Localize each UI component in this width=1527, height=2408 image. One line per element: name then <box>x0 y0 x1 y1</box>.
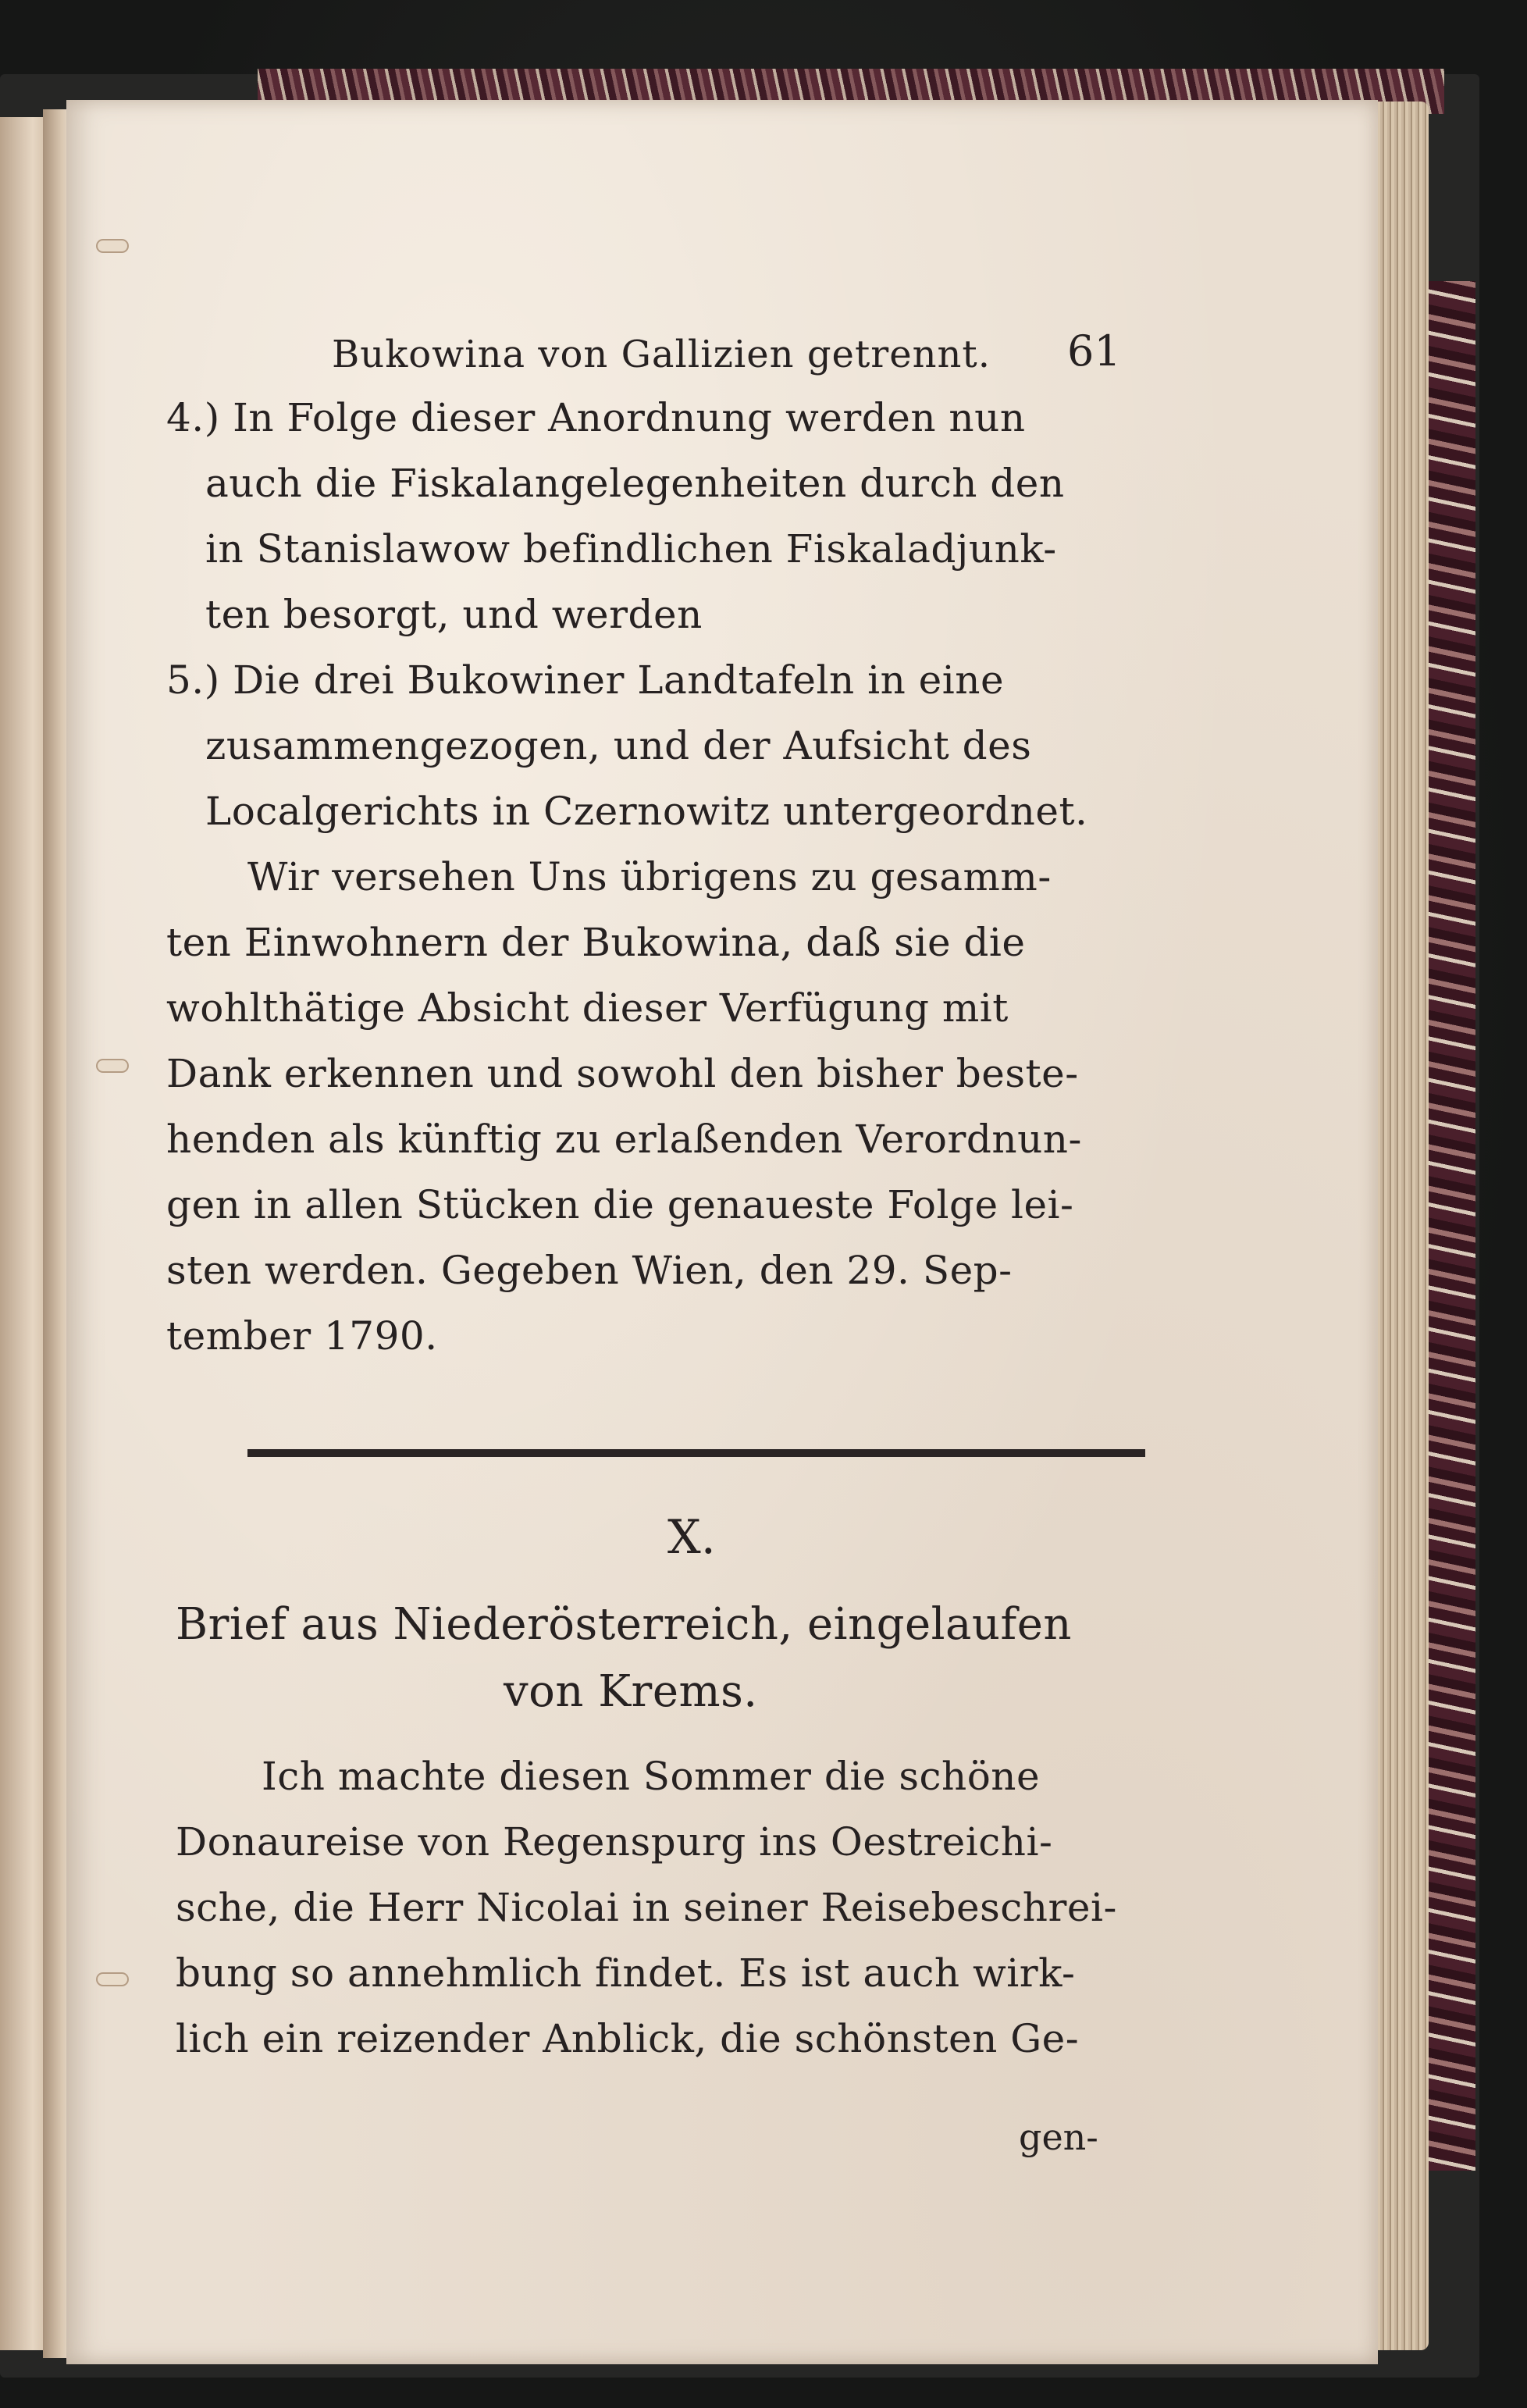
running-head: Bukowina von Gallizien getrennt. <box>332 333 991 376</box>
binding-stitch <box>98 1060 127 1071</box>
text-line: Wir versehen Uns übrigens zu gesamm- <box>247 854 1052 899</box>
text-line: zusammengezogen, und der Aufsicht des <box>205 723 1032 768</box>
text-line: Donaureise von Regenspurg ins Oestreichi- <box>176 1819 1053 1865</box>
section-number: X. <box>667 1510 716 1565</box>
text-line: in Stanislawow befindlichen Fiskaladjunk- <box>205 526 1057 572</box>
text-line: 5.) Die drei Bukowiner Landtafeln in eine <box>166 657 1005 703</box>
page <box>66 100 1378 2364</box>
text-line: Dank erkennen und sowohl den bisher beste- <box>166 1051 1079 1096</box>
text-line: ten besorgt, und werden <box>205 592 703 637</box>
section-divider <box>247 1449 1145 1457</box>
text-line: sche, die Herr Nicolai in seiner Reisebeschrei- <box>176 1885 1117 1930</box>
text-line: Ich machte diesen Sommer die schöne <box>262 1754 1041 1799</box>
text-line: tember 1790. <box>166 1313 438 1359</box>
binding-stitch <box>98 240 127 251</box>
text-line: 4.) In Folge dieser Anordnung werden nun <box>166 395 1026 440</box>
text-line: wohlthätige Absicht dieser Verfügung mit <box>166 985 1009 1031</box>
binding-stitch <box>98 1974 127 1985</box>
text-line: lich ein reizender Anblick, die schönsten Ge- <box>176 2016 1080 2061</box>
text-line: bung so annehmlich findet. Es ist auch wirk- <box>176 1950 1076 1996</box>
page-number: 61 <box>1067 326 1121 376</box>
marbled-cover-right <box>1421 281 1475 2171</box>
text-line: gen in allen Stücken die genaueste Folge lei- <box>166 1182 1074 1227</box>
section-heading-line: Brief aus Niederösterreich, eingelaufen <box>176 1599 1072 1650</box>
text-line: Localgerichts in Czernowitz untergeordnet. <box>205 789 1088 834</box>
text-line: sten werden. Gegeben Wien, den 29. Sep- <box>166 1248 1013 1293</box>
text-line: ten Einwohnern der Bukowina, daß sie die <box>166 920 1026 965</box>
text-line: henden als künftig zu erlaßenden Verordnun- <box>166 1117 1082 1162</box>
facing-page-edge <box>0 117 47 2350</box>
section-heading-line: von Krems. <box>504 1666 758 1717</box>
catchword: gen- <box>1019 2116 1098 2158</box>
text-line: auch die Fiskalangelegenheiten durch den <box>205 461 1065 506</box>
